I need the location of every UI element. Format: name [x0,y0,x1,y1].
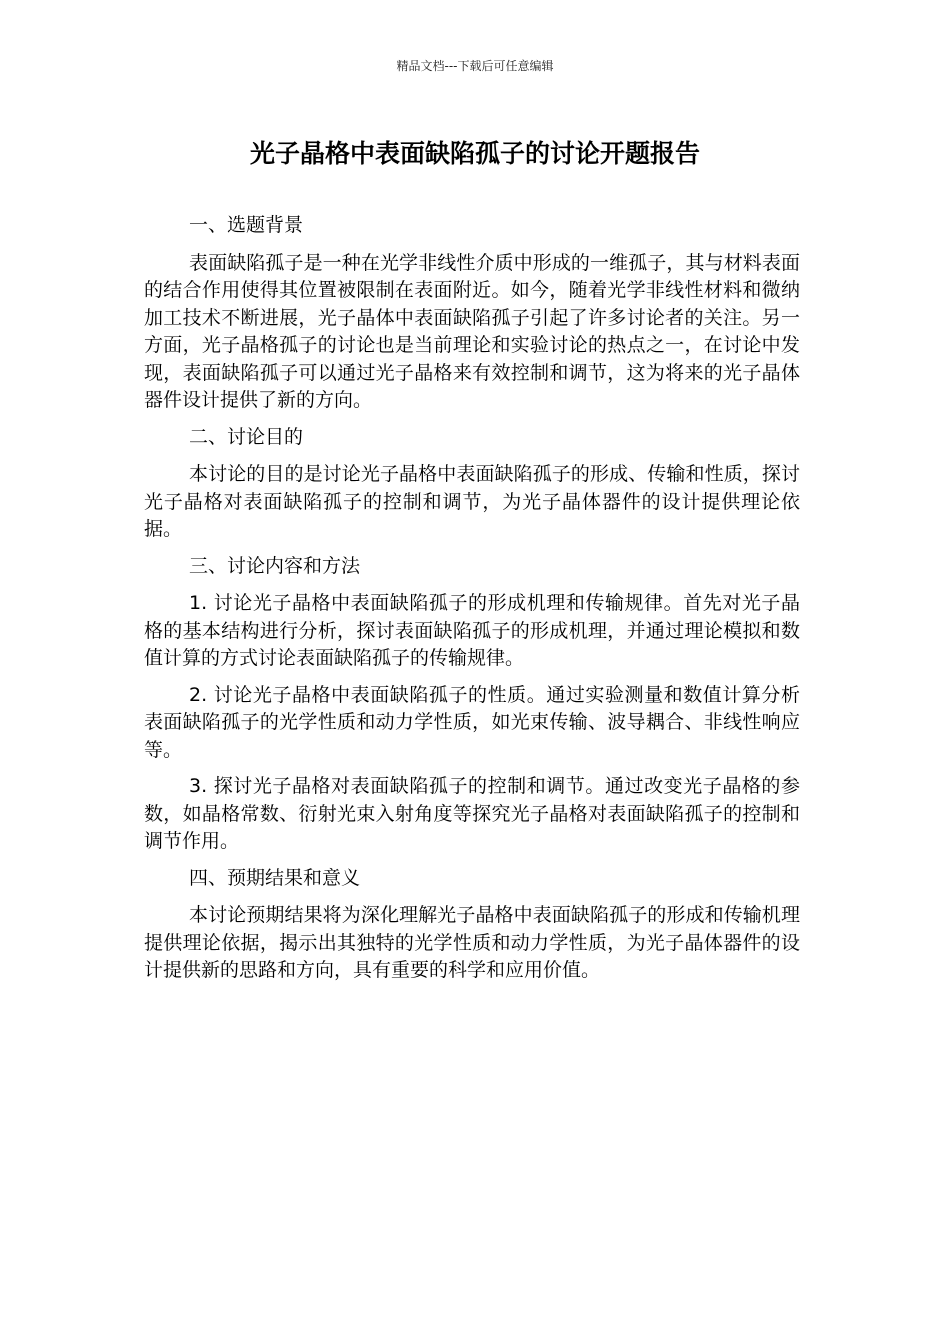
section-purpose [144,424,800,544]
section-heading: 一、选题背景 [189,214,304,236]
section-paragraph: 本讨论的目的是讨论光子晶格中表面缺陷孤子的形成、传输和性质，探讨光子晶格对表面缺陷孤子的控制和调节，为光子晶体器件的设计提供理论依据。 [144,463,800,540]
document-title: 光子晶格中表面缺陷孤子的讨论开题报告 [249,139,700,168]
section-paragraph: 本讨论预期结果将为深化理解光子晶格中表面缺陷孤子的形成和传输机理提供理论依据，揭示出其独特的光学性质和动力学性质，为光子晶体器件的设计提供新的思路和方向，具有重要的科学和应用价值。 [144,904,800,981]
section-expected-results [144,865,800,985]
section-paragraph: 表面缺陷孤子是一种在光学非线性介质中形成的一维孤子，其与材料表面的结合作用使得其位置被限制在表面附近。如今，随着光学非线性材料和微纳加工技术不断进展，光子晶体中表面缺陷孤子引起了许多讨论者的关注。另一方面，光子晶格孤子的讨论也是当前理论和实验讨论的热点之一，在讨论中发现，表面缺陷孤子可以通过光子晶格来有效控制和调节，这为将来的光子晶体器件设计提供了新的方向。 [144,251,800,411]
section-paragraph: 3. 探讨光子晶格对表面缺陷孤子的控制和调节。通过改变光子晶格的参数，如晶格常数、衍射光束入射角度等探究光子晶格对表面缺陷孤子的控制和调节作用。 [144,775,800,852]
section-paragraph: 1. 讨论光子晶格中表面缺陷孤子的形成机理和传输规律。首先对光子晶格的基本结构进行分析，探讨表面缺陷孤子的形成机理，并通过理论模拟和数值计算的方式讨论表面缺陷孤子的传输规律。 [144,592,800,669]
section-paragraph: 2. 讨论光子晶格中表面缺陷孤子的性质。通过实验测量和数值计算分析表面缺陷孤子的光学性质和动力学性质，如光束传输、波导耦合、非线性响应等。 [144,683,800,761]
section-heading: 三、讨论内容和方法 [189,554,361,577]
page-header-note: 精品文档---下载后可任意编辑 [396,59,554,73]
section-heading: 二、讨论目的 [189,425,304,448]
section-content-methods [144,553,800,856]
section-background [144,212,800,415]
document-body [144,212,800,994]
section-heading: 四、预期结果和意义 [189,866,361,889]
